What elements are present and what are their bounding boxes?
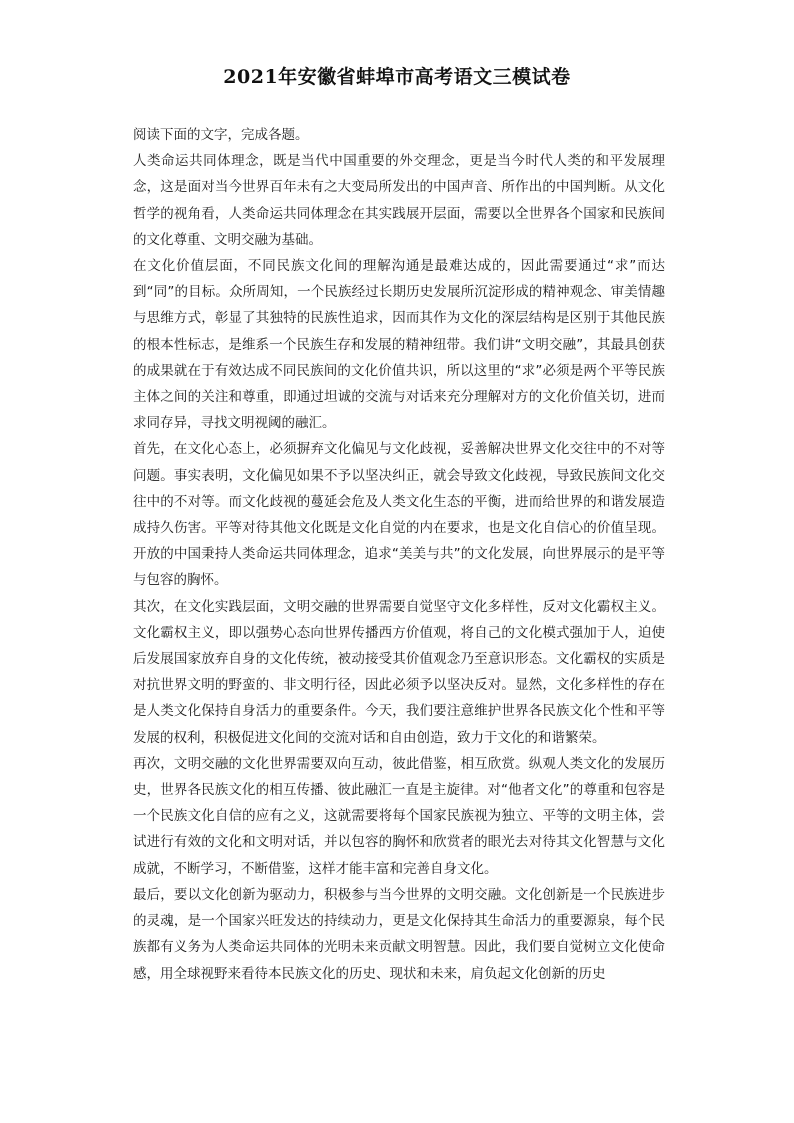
passage-paragraph-6: 最后，要以文化创新为驱动力，积极参与当今世界的文明交融。文化创新是一个民族进步的灵魂，是一个国家兴旺发达的持续动力，更是文化保持其生命活力的重要源泉，每个民族都有义务为人类命运共同体的光明未来贡献文明智慧。因此，我们要自觉树立文化使命感，用全球视野来看待本民族文化的历史、现状和未来，肩负起文化创新的历史: [133, 886, 665, 982]
passage-paragraph-5: 再次，文明交融的文化世界需要双向互动，彼此借鉴，相互欣赏。纵观人类文化的发展历史，世界各民族文化的相互传播、彼此融汇一直是主旋律。对“他者文化”的尊重和包容是一个民族文化自信的应有之义，这就需要将每个国家民族视为独立、平等的文明主体，尝试进行有效的文化和文明对话，并以包容的胸怀和欣赏者的眼光去对待其文化智慧与文化成就，不断学习，不断借鉴，这样才能丰富和完善自身文化。: [133, 755, 665, 877]
passage-paragraph-1: 人类命运共同体理念，既是当代中国重要的外交理念，更是当今时代人类的和平发展理念，这是面对当今世界百年未有之大变局所发出的中国声音、所作出的中国判断。从文化哲学的视角看，人类命运共同体理念在其实践展开层面，需要以全世界各个国家和民族间的文化尊重、文明交融为基础。: [133, 153, 665, 248]
page-title: 2021年安徽省蚌埠市高考语文三模试卷: [223, 66, 571, 88]
instruction-text: 阅读下面的文字，完成各题。: [133, 127, 309, 143]
passage-paragraph-3: 首先，在文化心态上，必须摒弃文化偏见与文化歧视，妥善解决世界文化交往中的不对等问题。事实表明，文化偏见如果不予以坚决纠正，就会导致文化歧视，导致民族间文化交往中的不对等。而文化歧视的蔓延会危及人类文化生态的平衡，进而给世界的和谐发展造成持久伤害。平等对待其他文化既是文化自觉的内在要求，也是文化自信心的价值呈现。开放的中国秉持人类命运共同体理念，追求“美美与共”的文化发展，向世界展示的是平等与包容的胸怀。: [133, 441, 665, 589]
passage-paragraph-4: 其次，在文化实践层面，文明交融的世界需要自觉坚守文化多样性，反对文化霸权主义。文化霸权主义，即以强势心态向世界传播西方价值观，将自己的文化模式强加于人，迫使后发展国家放弃自身的文化传统，被动接受其价值观念乃至意识形态。文化霸权的实质是对抗世界文明的野蛮的、非文明行径，因此必须予以坚决反对。显然，文化多样性的存在是人类文化保持自身活力的重要条件。今天，我们要注意维护世界各民族文化个性和平等发展的权利，积极促进文化间的交流对话和自由创造，致力于文化的和谐繁荣。: [133, 598, 665, 746]
reading-passage: [133, 122, 665, 987]
passage-paragraph-2: 在文化价值层面，不同民族文化间的理解沟通是最难达成的，因此需要通过“求”而达到“同”的目标。众所周知，一个民族经过长期历史发展所沉淀形成的精神观念、审美情趣与思维方式，彰显了其独特的民族性追求，因而其作为文化的深层结构是区别于其他民族的根本性标志，是维系一个民族生存和发展的精神纽带。我们讲“文明交融”，其最具创获的成果就在于有效达成不同民族间的文化价值共识，所以这里的“求”必须是两个平等民族主体之间的关注和尊重，即通过坦诚的交流与对话来充分理解对方的文化价值关切，进而求同存异，寻找文明视阈的融汇。: [133, 258, 665, 432]
